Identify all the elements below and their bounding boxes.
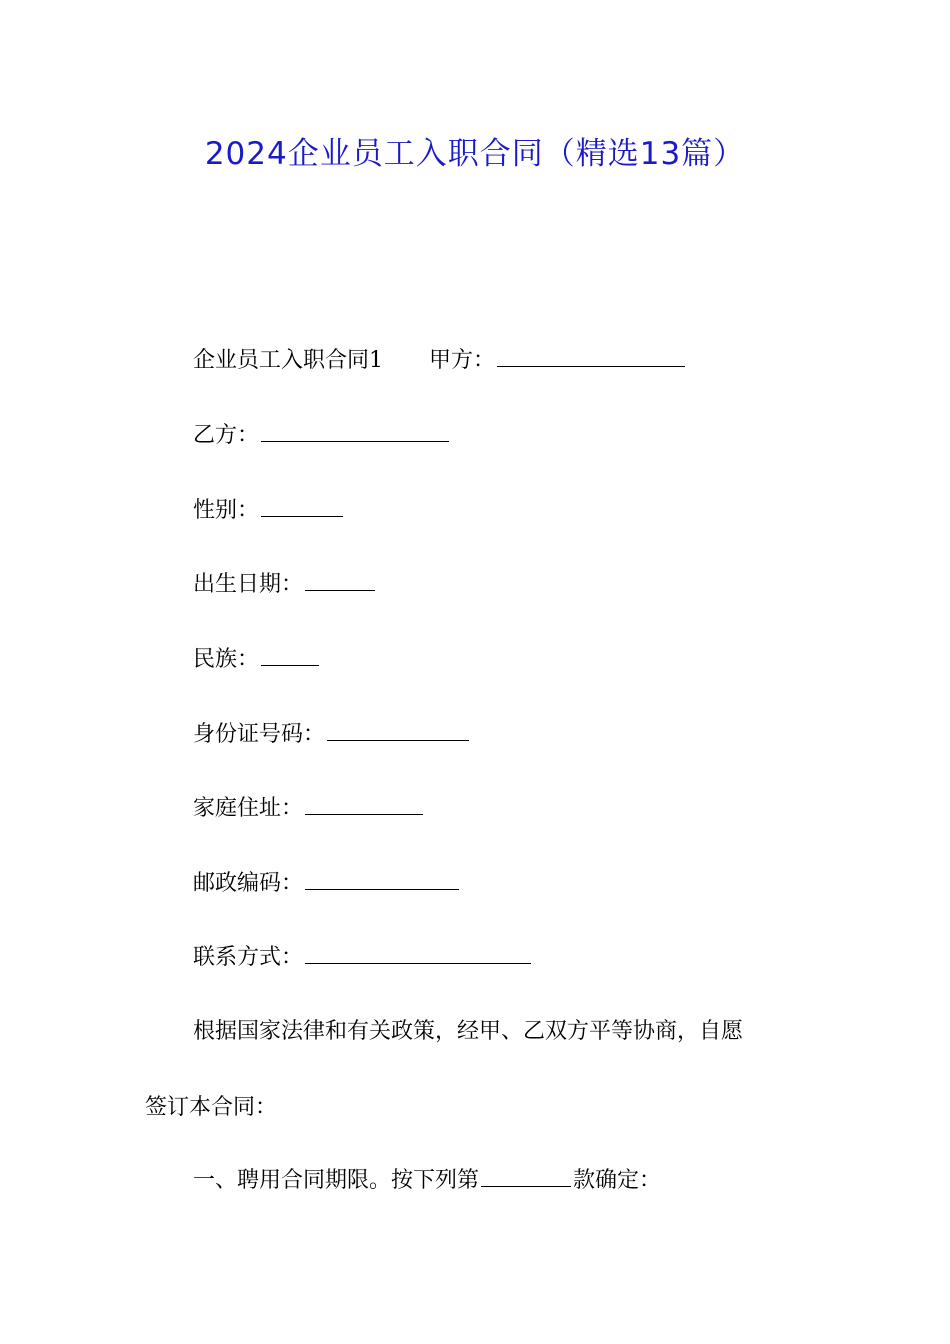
clause-1-suffix: 款确定： — [573, 1168, 662, 1193]
birth-date-label: 出生日期： — [193, 572, 304, 597]
clause-1-prefix: 一、聘用合同期限。按下列第 — [193, 1168, 480, 1193]
id-number-blank — [327, 722, 469, 741]
id-number-line — [193, 720, 471, 750]
party-b-label: 乙方： — [193, 423, 260, 448]
clause-1-line — [193, 1166, 661, 1196]
paragraph-line-1: 根据国家法律和有关政策，经甲、乙双方平等协商，自愿 — [193, 1019, 744, 1044]
id-number-label: 身份证号码： — [193, 722, 326, 747]
contact-line — [193, 943, 533, 973]
paragraph-line-2: 签订本合同： — [145, 1095, 278, 1120]
document-title: 2024企业员工入职合同（精选13篇） — [204, 136, 746, 172]
postal-code-blank — [305, 871, 459, 890]
ethnicity-line — [193, 645, 321, 675]
ethnicity-blank — [261, 647, 319, 666]
home-address-blank — [305, 796, 423, 815]
home-address-label: 家庭住址： — [193, 796, 304, 821]
clause-1-blank — [481, 1168, 571, 1187]
party-a-blank — [497, 348, 685, 367]
contact-blank — [305, 945, 531, 964]
party-b-line — [193, 421, 451, 451]
contact-label: 联系方式： — [193, 945, 304, 970]
postal-code-line — [193, 869, 461, 899]
gender-label: 性别： — [193, 498, 260, 523]
party-a-label: 甲方： — [429, 348, 496, 373]
birth-date-line — [193, 570, 377, 600]
contract-heading-line — [193, 346, 687, 376]
gender-blank — [261, 498, 343, 517]
gender-line — [193, 496, 345, 526]
birth-date-blank — [305, 572, 375, 591]
postal-code-label: 邮政编码： — [193, 871, 304, 896]
home-address-line — [193, 794, 425, 824]
party-b-blank — [261, 423, 449, 442]
contract-heading: 企业员工入职合同1 — [193, 348, 383, 373]
ethnicity-label: 民族： — [193, 647, 260, 672]
